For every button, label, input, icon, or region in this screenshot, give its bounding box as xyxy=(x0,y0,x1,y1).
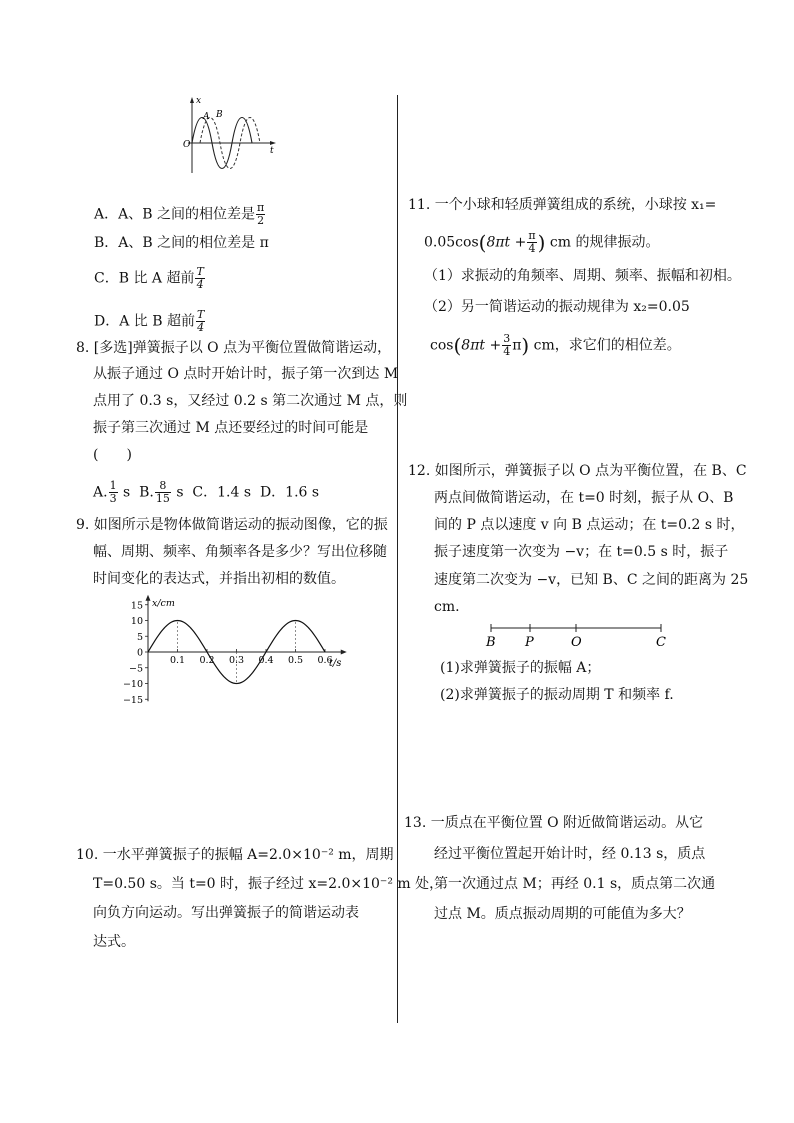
q10-line: 向负方向运动。写出弹簧振子的简谐运动表 xyxy=(93,905,359,921)
q11-formula-2: cos(8πt + $\frac{3}{4}$ π) cm，求它们的相位差。 xyxy=(430,332,681,358)
q12-line: 速度第二次变为 −v，已知 B、C 之间的距离为 25 xyxy=(434,572,749,588)
q11-line: 11. 一个小球和轻质弹簧组成的系统，小球按 x₁= xyxy=(408,197,717,213)
q11-formula-2-pi: π xyxy=(512,337,522,354)
y-tick-label: −15 xyxy=(122,694,143,706)
q8-option-a-label: A. xyxy=(93,484,108,501)
q13-line: 13. 一质点在平衡位置 O 附近做简谐运动。从它 xyxy=(404,815,704,831)
phase-figure-y-arrow xyxy=(190,97,194,103)
q12-sub1: (1)求弹簧振子的振幅 A； xyxy=(440,660,601,676)
q7-option-c-text: C．B 比 A 超前 xyxy=(94,270,195,287)
q7-option-b: B．A、B 之间的相位差是 π xyxy=(94,235,269,251)
x-tick-label: 0.4 xyxy=(258,655,274,666)
y-tick-label: −10 xyxy=(122,679,143,690)
x-axis-label: t/s xyxy=(328,658,342,669)
y-tick-label: 0 xyxy=(136,647,143,659)
q8-option-a-unit: s xyxy=(123,484,131,501)
q9-line: 幅、周期、频率、角频率各是多少？写出位移随 xyxy=(93,544,387,560)
q7-option-a-text: A．A、B 之间的相位差是 xyxy=(94,206,255,223)
fraction-t-over-4: $\frac{T}{4}$ xyxy=(196,308,205,334)
phase-figure-t-label: t xyxy=(270,146,274,156)
q8-option-b-unit: s xyxy=(176,484,184,501)
q7-option-c xyxy=(94,266,206,291)
fraction-1-over-3: $\frac{1}{3}$ xyxy=(109,479,117,505)
q8-line: 从振子通过 O 点时开始计时，振子第一次到达 M xyxy=(93,366,399,382)
q11-formula-2-post: cm，求它们的相位差。 xyxy=(533,337,681,354)
q11-formula-1-post: cm 的规律振动。 xyxy=(549,234,660,251)
q10-line: T=0.50 s。当 t=0 时，振子经过 x=2.0×10⁻² m 处， xyxy=(93,876,444,892)
q11-formula-2-cos: cos xyxy=(430,337,454,354)
q8-line: 点用了 0.3 s，又经过 0.2 s 第二次通过 M 点，则 xyxy=(93,393,408,409)
q10-line: 10. 一水平弹簧振子的振幅 A=2.0×10⁻² m，周期 xyxy=(76,847,394,863)
q7-option-a xyxy=(94,202,266,227)
q12-line: 12. 如图所示，弹簧振子以 O 点为平衡位置，在 B、C xyxy=(408,463,747,479)
spring-line-figure xyxy=(478,620,678,650)
fraction-t-over-4: $\frac{T}{4}$ xyxy=(196,265,204,291)
x-tick-label: 0.2 xyxy=(199,655,215,666)
q8-option-b-label: B. xyxy=(139,484,154,501)
x-tick-label: 0.6 xyxy=(317,655,333,666)
wave-a-label: A xyxy=(203,112,210,122)
q12-line: 振子速度第一次变为 −v；在 t=0.5 s 时，振子 xyxy=(434,544,729,560)
q13-line: 过点 M。质点振动周期的可能值为多大？ xyxy=(434,906,691,922)
y-tick-label: 10 xyxy=(130,616,143,627)
q10-line: 达式。 xyxy=(93,934,135,950)
q8-options xyxy=(93,480,319,505)
point-p-label: P xyxy=(525,635,534,650)
y-axis-arrow xyxy=(146,595,151,601)
x-tick-label: 0.5 xyxy=(287,655,304,666)
q9-line: 时间变化的表达式，并指出初相的数值。 xyxy=(93,571,345,587)
q11-formula-1-cos: 0.05cos xyxy=(424,234,479,251)
phase-figure-origin: O xyxy=(183,140,191,150)
phase-figure-x-label: x xyxy=(196,96,202,106)
q8-answer-blank: ( ) xyxy=(93,447,132,463)
vibration-chart xyxy=(118,594,348,706)
x-tick-label: 0.1 xyxy=(169,655,186,666)
fraction-pi-over-4: $\frac{\pi}{4}$ xyxy=(528,229,536,255)
point-c-label: C xyxy=(656,635,666,650)
phase-figure xyxy=(180,95,280,177)
y-tick-label: 15 xyxy=(130,600,143,612)
q12-line: 间的 P 点以速度 v 向 B 点运动；在 t=0.2 s 时， xyxy=(434,517,745,533)
q12-sub2: (2)求弹簧振子的振动周期 T 和频率 f. xyxy=(440,687,674,703)
q11-formula-1: 0.05cos(8πt + $\frac{\pi}{4}$ ) cm 的规律振动。 xyxy=(424,229,660,255)
q12-line: 两点间做简谐运动，在 t=0 时刻，振子从 O、B xyxy=(434,490,734,506)
point-b-label: B xyxy=(486,635,496,650)
fraction-8-over-15: $\frac{8}{15}$ xyxy=(155,479,170,505)
q11-sub2: （2）另一简谐运动的振动规律为 x₂=0.05 xyxy=(424,299,690,315)
y-axis-label: x/cm xyxy=(152,597,175,609)
q8-option-d: D．1.6 s xyxy=(259,484,320,501)
q11-formula-1-arg: 8πt + xyxy=(486,234,527,251)
point-o-label: O xyxy=(571,635,582,650)
x-tick-label: 0.3 xyxy=(228,655,245,666)
fraction-3-over-4: $\frac{3}{4}$ xyxy=(503,332,511,358)
q8-line: 8. [多选]弹簧振子以 O 点为平衡位置做简谐运动， xyxy=(76,340,392,356)
q12-line: cm. xyxy=(434,599,460,615)
q8-line: 振子第三次通过 M 点还要经过的时间可能是 xyxy=(93,420,369,436)
q13-line: 第一次通过点 M；再经 0.1 s，质点第二次通 xyxy=(434,876,716,892)
q13-line: 经过平衡位置起开始计时，经 0.13 s，质点 xyxy=(434,846,706,862)
q7-option-d-text: D．A 比 B 超前 xyxy=(94,313,195,330)
phase-figure-x-arrow xyxy=(270,141,276,145)
y-tick-label: −5 xyxy=(128,663,143,675)
wave-b-label: B xyxy=(216,110,223,120)
q8-option-c: C．1.4 s xyxy=(192,484,252,501)
fraction-pi-over-2: $\frac{\pi}{2}$ xyxy=(256,201,265,227)
x-axis-arrow xyxy=(341,650,347,655)
q11-formula-2-arg: 8πt + xyxy=(461,337,502,354)
q11-sub1: （1）求振动的角频率、周期、频率、振幅和初相。 xyxy=(424,268,741,284)
y-tick-label: 5 xyxy=(136,631,143,643)
q7-option-d xyxy=(94,309,206,334)
q9-line: 9. 如图所示是物体做简谐运动的振动图像，它的振 xyxy=(76,517,388,533)
